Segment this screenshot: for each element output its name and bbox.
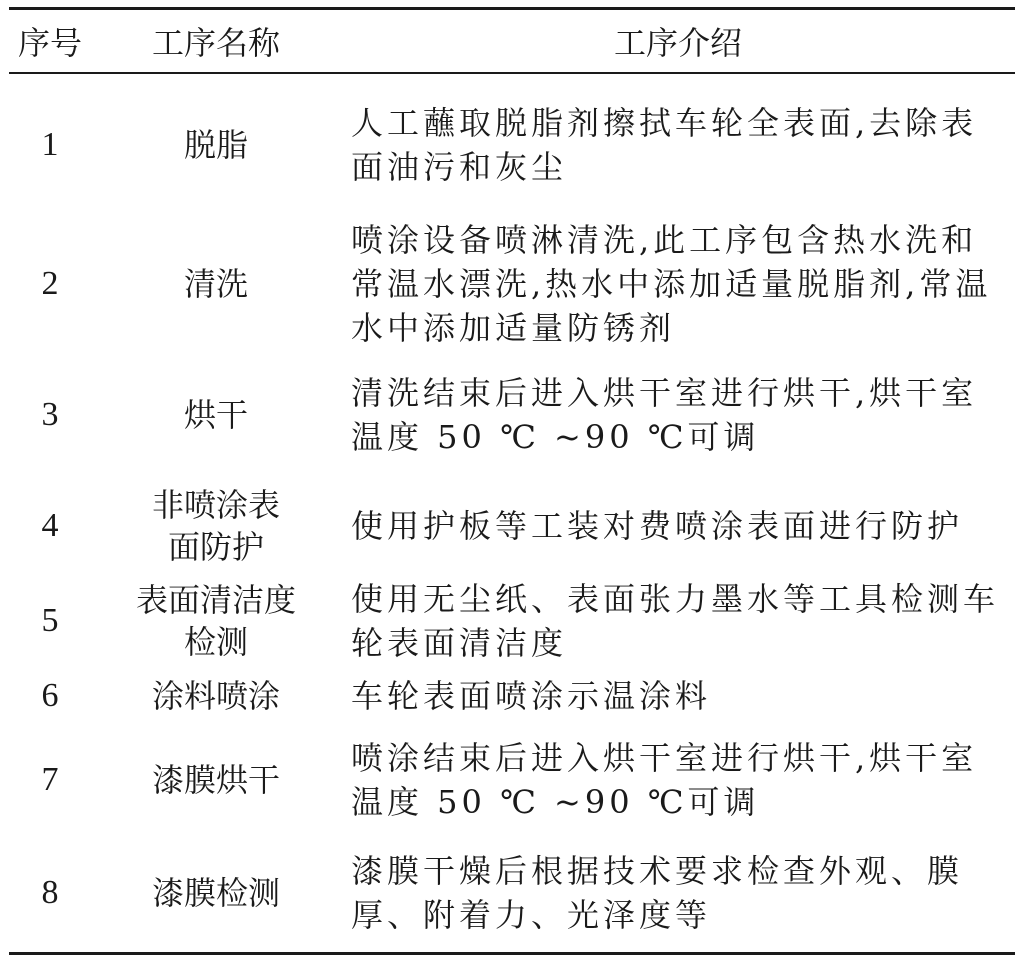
header-desc: 工序介绍 [613, 24, 742, 62]
table-row [9, 835, 1015, 953]
process-table [9, 7, 1015, 955]
row-no: 6 [41, 677, 59, 714]
row-no: 2 [41, 265, 59, 302]
row-no: 3 [41, 396, 59, 433]
table-row [9, 667, 1015, 725]
row-name: 烘干 [183, 396, 248, 434]
row-name: 漆膜烘干 [151, 761, 280, 799]
row-name: 清洗 [183, 265, 248, 303]
table-row [9, 73, 1015, 215]
table-row [9, 575, 1015, 667]
row-no: 5 [41, 602, 59, 639]
table-row [9, 725, 1015, 835]
row-name: 脱脂 [183, 125, 248, 164]
row-name: 非喷涂表面防护 [151, 486, 280, 566]
row-name: 涂料喷涂 [151, 677, 280, 715]
row-desc: 使用无尘纸、表面张力墨水等工具检测车轮表面清洁度 [351, 580, 1000, 662]
row-desc: 人工蘸取脱脂剂擦拭车轮全表面,去除表面油污和灰尘 [351, 103, 978, 186]
row-desc: 喷涂设备喷淋清洗,此工序包含热水洗和常温水漂洗,热水中添加适量脱脂剂,常温水中添加适量防锈剂 [351, 221, 992, 347]
row-desc: 清洗结束后进入烘干室进行烘干,烘干室温度 50 ℃ ~90 ℃可调 [351, 374, 978, 456]
header-row [9, 9, 1015, 74]
row-desc: 车轮表面喷涂示温涂料 [351, 677, 712, 715]
row-desc: 使用护板等工装对费喷涂表面进行防护 [351, 507, 964, 545]
row-name: 表面清洁度检测 [135, 581, 296, 661]
row-name: 漆膜检测 [151, 874, 280, 913]
table-row [9, 215, 1015, 353]
row-no: 8 [41, 874, 59, 912]
row-desc: 漆膜干燥后根据技术要求检查外观、膜厚、附着力、光泽度等 [351, 852, 964, 935]
row-no: 7 [41, 761, 59, 798]
row-desc: 喷涂结束后进入烘干室进行烘干,烘干室温度 50 ℃ ~90 ℃可调 [351, 739, 978, 821]
row-no: 1 [41, 125, 59, 163]
table-body [9, 73, 1015, 953]
process-table-container [9, 7, 1015, 955]
header-no: 序号 [17, 24, 82, 62]
row-no: 4 [41, 507, 59, 544]
header-name: 工序名称 [151, 24, 280, 62]
table-header [9, 9, 1015, 74]
table-row [9, 353, 1015, 477]
table-row [9, 477, 1015, 575]
